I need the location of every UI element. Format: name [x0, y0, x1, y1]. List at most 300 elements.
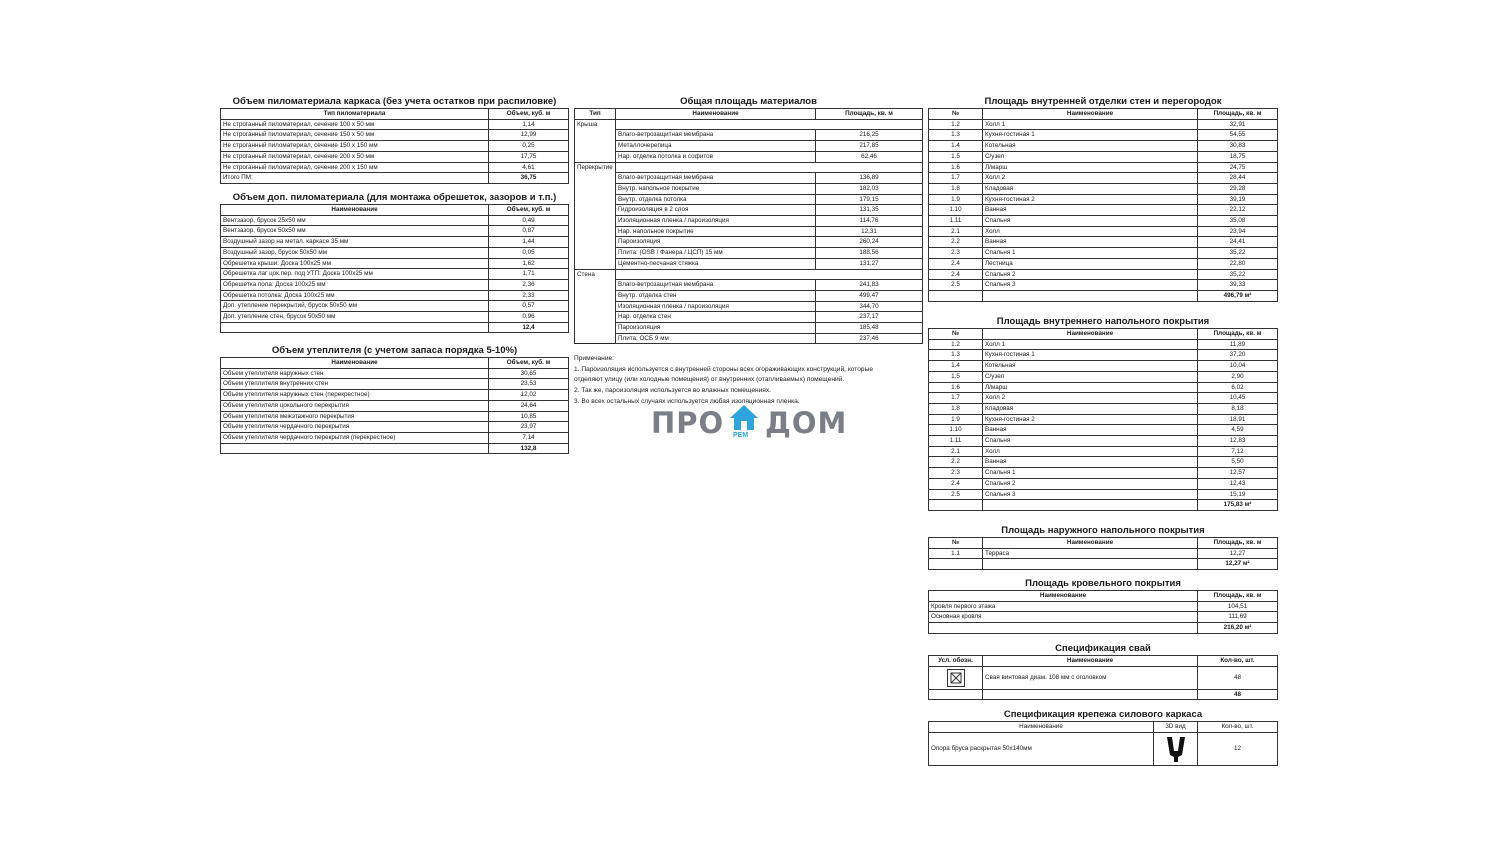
table-row — [929, 478, 1278, 489]
row-name: Л/марш — [983, 162, 1198, 173]
row-value: 0,25 — [489, 141, 569, 152]
row-value: 18,91 — [1198, 414, 1278, 425]
row-value: 8,18 — [1198, 403, 1278, 414]
row-name: Объем утеплителя чердачного перекрытия (перекрестное) — [221, 432, 489, 443]
logo-small-text: РЕМ — [733, 432, 749, 439]
row-value: 23,94 — [1198, 226, 1278, 237]
row-value: 23,97 — [489, 422, 569, 433]
roofing-block — [928, 578, 1278, 634]
table-row — [929, 403, 1278, 414]
row-value: 4,59 — [1198, 425, 1278, 436]
row-name: Холл 1 — [983, 119, 1198, 130]
materials-table — [574, 108, 923, 344]
col-header: Тип пиломатериала — [221, 109, 489, 120]
row-value: 10,04 — [1198, 361, 1278, 372]
empty-cell — [816, 269, 923, 280]
floor-inner-table — [928, 328, 1278, 511]
table-row — [575, 183, 923, 194]
row-name: Итого ПМ: — [221, 173, 489, 184]
row-name: Воздушный зазор, брусок 50х50 мм — [221, 247, 489, 258]
row-number: 2.3 — [929, 468, 983, 479]
row-value: 0,87 — [489, 226, 569, 237]
row-value: 17,75 — [489, 151, 569, 162]
table-row — [929, 237, 1278, 248]
table-row — [929, 414, 1278, 425]
row-name: Обрешетка крыши: Доска 100х25 мм — [221, 258, 489, 269]
table-row — [929, 350, 1278, 361]
row-name: Влаго-ветрозащитная мембрана — [616, 173, 816, 184]
table-row — [929, 666, 1278, 689]
empty-cell — [929, 290, 983, 301]
row-number: 2.4 — [929, 258, 983, 269]
row-name: Холл 2 — [983, 393, 1198, 404]
row-number: 2.3 — [929, 248, 983, 259]
row-name: Воздушный зазор на метал. каркасе 35 мм — [221, 237, 489, 248]
total-row — [929, 290, 1278, 301]
col-header: Площадь, кв. м — [1198, 109, 1278, 120]
row-number: 1.11 — [929, 436, 983, 447]
col-header: Усл. обозн. — [929, 656, 983, 667]
materials-title: Общая площадь материалов — [680, 96, 817, 107]
group-spacer — [575, 248, 616, 259]
group-row — [575, 162, 923, 173]
row-name: Спальня — [983, 216, 1198, 227]
row-name: Обрешетка потолка: Доска 100х25 мм — [221, 290, 489, 301]
table-row — [575, 205, 923, 216]
extra-lumber-block — [220, 192, 569, 333]
row-name: Обрешетка пола: Доска 100х25 мм — [221, 279, 489, 290]
group-spacer — [575, 183, 616, 194]
pile-name: Свая винтовая диам. 108 мм с оголовком — [983, 666, 1198, 689]
table-row — [575, 333, 923, 344]
row-value: 35,22 — [1198, 248, 1278, 259]
col-header: Наименование — [983, 538, 1198, 549]
logo-left-text: ПРО — [651, 406, 725, 440]
table-row — [575, 130, 923, 141]
row-name: Спальня 2 — [983, 478, 1198, 489]
table-row — [575, 216, 923, 227]
row-value: 39,19 — [1198, 194, 1278, 205]
row-name: Спальня 3 — [983, 280, 1198, 291]
row-value: 12,31 — [816, 226, 923, 237]
row-name: Изоляционная пленка / пароизоляция — [616, 216, 816, 227]
row-name: Холл 2 — [983, 173, 1198, 184]
table-row — [929, 732, 1278, 765]
table-row — [929, 425, 1278, 436]
row-number: 2.5 — [929, 280, 983, 291]
empty-cell — [221, 322, 489, 333]
row-value: 12,27 — [1198, 548, 1278, 559]
row-value: 1,14 — [489, 119, 569, 130]
row-name: Влаго-ветрозащитная мембрана — [616, 130, 816, 141]
total-row — [221, 443, 569, 454]
row-value: 4,61 — [489, 162, 569, 173]
row-value: 22,80 — [1198, 258, 1278, 269]
table-row — [929, 141, 1278, 152]
extra-lumber-table — [220, 204, 569, 333]
row-name: Объем утеплителя внутренних стен — [221, 379, 489, 390]
notes-line: 2. Так же, пароизоляция используется во влажных помещениях. — [574, 387, 772, 395]
row-name: Плита: ОСБ 9 мм — [616, 333, 816, 344]
empty-cell — [929, 559, 983, 570]
table-row — [221, 411, 569, 422]
table-row — [929, 151, 1278, 162]
pile-total: 48 — [1198, 689, 1278, 700]
table-row — [221, 290, 569, 301]
row-name: Доп. утепление перекрытий, брусок 50х50 мм — [221, 301, 489, 312]
table-row — [221, 279, 569, 290]
group-type: Стена — [575, 269, 616, 280]
wall-finish-title: Площадь внутренней отделки стен и перегородок — [984, 96, 1222, 107]
row-name: Котельная — [983, 361, 1198, 372]
row-name: Кухня-гостиная 2 — [983, 414, 1198, 425]
pile-qty: 48 — [1198, 666, 1278, 689]
total-row — [929, 500, 1278, 511]
row-name: Кровля первого этажа — [929, 601, 1198, 612]
group-spacer — [575, 280, 616, 291]
table-row — [221, 269, 569, 280]
row-name: Спальня 2 — [983, 269, 1198, 280]
row-name: Доп. утепление стен, брусок 50х50 мм — [221, 312, 489, 323]
row-value: 10,45 — [1198, 393, 1278, 404]
row-number: 2.5 — [929, 489, 983, 500]
row-number: 2.2 — [929, 237, 983, 248]
row-name: Объем утеплителя межэтажного перекрытия — [221, 411, 489, 422]
row-value: 1,44 — [489, 237, 569, 248]
row-name: Кухня-гостиная 1 — [983, 350, 1198, 361]
row-value: 216,25 — [816, 130, 923, 141]
notes-line: отделяют улицу (или холодные помещения) от внутренних (отапливаемых) помещений. — [574, 376, 845, 384]
empty-cell — [616, 162, 816, 173]
pile-symbol-icon — [947, 669, 965, 687]
table-row — [929, 269, 1278, 280]
col-header: Кол-во, шт. — [1198, 722, 1278, 733]
table-row — [929, 226, 1278, 237]
row-value: 2,90 — [1198, 371, 1278, 382]
row-value: 12,43 — [1198, 478, 1278, 489]
row-name: Объем утеплителя наружных стен — [221, 368, 489, 379]
row-number: 1.1 — [929, 548, 983, 559]
col-header: Наименование — [929, 591, 1198, 602]
row-value: 12,99 — [489, 130, 569, 141]
fastener-qty: 12 — [1198, 732, 1278, 765]
row-number: 2.4 — [929, 269, 983, 280]
group-row — [575, 269, 923, 280]
piles-block — [928, 643, 1278, 700]
group-spacer — [575, 226, 616, 237]
row-value: 10,85 — [489, 411, 569, 422]
row-name: Объем утеплителя наружных стен (перекрестное) — [221, 390, 489, 401]
table-row — [575, 226, 923, 237]
row-number: 1.3 — [929, 350, 983, 361]
row-value: 188,56 — [816, 248, 923, 259]
empty-cell — [983, 500, 1198, 511]
table-row — [221, 173, 569, 184]
table-row — [221, 119, 569, 130]
row-number: 1.4 — [929, 361, 983, 372]
row-value: 1,71 — [489, 269, 569, 280]
table-row — [929, 258, 1278, 269]
row-number: 1.6 — [929, 382, 983, 393]
row-value: 24,41 — [1198, 237, 1278, 248]
col-header: Тип — [575, 109, 616, 120]
row-name: Пароизоляция — [616, 237, 816, 248]
row-value: 114,76 — [816, 216, 923, 227]
group-spacer — [575, 237, 616, 248]
row-number: 1.7 — [929, 393, 983, 404]
total-value: 216,20 м² — [1198, 623, 1278, 634]
row-number: 1.4 — [929, 141, 983, 152]
empty-cell — [816, 162, 923, 173]
row-value: 32,91 — [1198, 119, 1278, 130]
row-number: 1.7 — [929, 173, 983, 184]
table-row — [929, 216, 1278, 227]
table-row — [575, 151, 923, 162]
row-name: Основная кровля — [929, 612, 1198, 623]
row-value: 24,64 — [489, 400, 569, 411]
row-value: 7,14 — [489, 432, 569, 443]
table-row — [221, 390, 569, 401]
row-name: Кухня-гостиная 1 — [983, 130, 1198, 141]
row-name: Ванная — [983, 457, 1198, 468]
row-value: 11,89 — [1198, 339, 1278, 350]
group-spacer — [575, 312, 616, 323]
materials-block — [574, 96, 923, 344]
piles-table — [928, 655, 1278, 700]
fastener-name: Опора бруса раскрытая 50х140мм — [929, 732, 1154, 765]
row-name: Внутр. отделка потолка — [616, 194, 816, 205]
row-value: 39,33 — [1198, 280, 1278, 291]
col-header: Наименование — [983, 329, 1198, 340]
table-row — [929, 280, 1278, 291]
table-row — [575, 173, 923, 184]
table-row — [221, 301, 569, 312]
table-row — [221, 432, 569, 443]
col-header: Площадь, кв. м — [816, 109, 923, 120]
table-row — [221, 247, 569, 258]
row-value: 217,85 — [816, 141, 923, 152]
total-row — [929, 559, 1278, 570]
row-value: 29,28 — [1198, 183, 1278, 194]
col-header: № — [929, 538, 983, 549]
row-name: Гидроизоляция в 2 слоя — [616, 205, 816, 216]
row-number: 1.8 — [929, 183, 983, 194]
row-value: 2,33 — [489, 290, 569, 301]
col-header: 3D вид — [1154, 722, 1198, 733]
total-value: 175,83 м² — [1198, 500, 1278, 511]
empty-cell — [929, 623, 1198, 634]
row-number: 1.5 — [929, 151, 983, 162]
row-number: 1.9 — [929, 194, 983, 205]
row-name: Объем утеплителя цокольного перекрытия — [221, 400, 489, 411]
row-value: 37,20 — [1198, 350, 1278, 361]
empty-cell — [221, 443, 489, 454]
col-header: Наименование — [983, 656, 1198, 667]
table-row — [929, 183, 1278, 194]
row-value: 0,96 — [489, 312, 569, 323]
row-value: 237,17 — [816, 312, 923, 323]
row-value: 15,19 — [1198, 489, 1278, 500]
row-value: 499,47 — [816, 290, 923, 301]
row-value: 12,57 — [1198, 468, 1278, 479]
col-header: Наименование — [616, 109, 816, 120]
roofing-table — [928, 590, 1278, 634]
row-name: Спальня — [983, 436, 1198, 447]
row-value: 260,24 — [816, 237, 923, 248]
row-value: 35,08 — [1198, 216, 1278, 227]
fasteners-title: Спецификация крепежа силового каркаса — [1003, 709, 1203, 720]
extra-lumber-title: Объем доп. пиломатериала (для монтажа обрешеток, зазоров и т.п.) — [232, 192, 557, 203]
row-value: 62,46 — [816, 151, 923, 162]
col-header: Наименование — [983, 109, 1198, 120]
group-spacer — [575, 130, 616, 141]
lumber-title: Объем пиломатериала каркаса (без учета остатков при распиловке) — [232, 96, 557, 107]
table-row — [221, 368, 569, 379]
row-name: Объем утеплителя чердачного перекрытия — [221, 422, 489, 433]
empty-cell — [816, 119, 923, 130]
table-row — [929, 601, 1278, 612]
row-number: 1.10 — [929, 205, 983, 216]
table-row — [575, 290, 923, 301]
row-name: Кладовая — [983, 183, 1198, 194]
col-header: № — [929, 329, 983, 340]
insulation-table — [220, 357, 569, 454]
fastener-3d-cell — [1154, 732, 1198, 765]
table-row — [221, 141, 569, 152]
row-number: 1.2 — [929, 339, 983, 350]
group-type: Крыша — [575, 119, 616, 130]
total-value: 12,27 м² — [1198, 559, 1278, 570]
group-type: Перекрытие — [575, 162, 616, 173]
col-header: № — [929, 109, 983, 120]
total-row — [221, 322, 569, 333]
row-name: Лестница — [983, 258, 1198, 269]
row-name: Изоляционная пленка / пароизоляция — [616, 301, 816, 312]
empty-cell — [616, 119, 816, 130]
table-row — [929, 446, 1278, 457]
col-header: Наименование — [929, 722, 1154, 733]
row-name: Ванная — [983, 237, 1198, 248]
row-name: Вентзазор, брусок 25х50 мм — [221, 215, 489, 226]
row-number: 1.9 — [929, 414, 983, 425]
row-value: 30,83 — [1198, 141, 1278, 152]
row-number: 1.11 — [929, 216, 983, 227]
table-row — [929, 339, 1278, 350]
table-row — [575, 280, 923, 291]
row-name: Холл — [983, 446, 1198, 457]
row-value: 179,15 — [816, 194, 923, 205]
row-value: 104,51 — [1198, 601, 1278, 612]
table-row — [575, 258, 923, 269]
row-value: 344,70 — [816, 301, 923, 312]
row-value: 131,27 — [816, 258, 923, 269]
table-row — [221, 226, 569, 237]
empty-cell — [616, 269, 816, 280]
row-name: Нар. отделка стен — [616, 312, 816, 323]
notes — [574, 354, 924, 408]
empty-cell — [983, 559, 1198, 570]
row-value: 24,75 — [1198, 162, 1278, 173]
table-row — [221, 379, 569, 390]
table-row — [575, 312, 923, 323]
table-row — [929, 194, 1278, 205]
table-row — [929, 173, 1278, 184]
row-name: Не строганный пиломатериал, сечение 150 х 150 мм — [221, 141, 489, 152]
row-name: Не строганный пиломатериал, сечение 200 х 50 мм — [221, 151, 489, 162]
row-value: 7,12 — [1198, 446, 1278, 457]
table-row — [221, 151, 569, 162]
table-row — [575, 237, 923, 248]
row-value: 30,65 — [489, 368, 569, 379]
floor-inner-title: Площадь внутреннего напольного покрытия — [996, 316, 1210, 327]
table-row — [929, 612, 1278, 623]
row-value: 36,75 — [489, 173, 569, 184]
pile-symbol-cell — [929, 666, 983, 689]
table-row — [929, 436, 1278, 447]
group-spacer — [575, 205, 616, 216]
row-value: 241,83 — [816, 280, 923, 291]
row-name: Холл — [983, 226, 1198, 237]
row-value: 0,49 — [489, 215, 569, 226]
total-row — [929, 689, 1278, 700]
col-header: Объем, куб. м — [489, 109, 569, 120]
table-row — [929, 371, 1278, 382]
row-name: Не строганный пиломатериал, сечение 150 х 50 мм — [221, 130, 489, 141]
floor-inner-block — [928, 316, 1278, 511]
insulation-block — [220, 345, 569, 454]
col-header: Площадь, кв. м — [1198, 329, 1278, 340]
group-spacer — [575, 151, 616, 162]
row-name: Л/марш — [983, 382, 1198, 393]
row-name: Котельная — [983, 141, 1198, 152]
row-name: Ванная — [983, 205, 1198, 216]
col-header: Площадь, кв. м — [1198, 591, 1278, 602]
col-header: Площадь, кв. м — [1198, 538, 1278, 549]
wall-finish-table — [928, 108, 1278, 302]
row-value: 2,36 — [489, 279, 569, 290]
col-header: Наименование — [221, 205, 489, 216]
row-value: 111,69 — [1198, 612, 1278, 623]
row-value: 35,22 — [1198, 269, 1278, 280]
table-row — [575, 323, 923, 334]
total-value: 12,4 — [489, 322, 569, 333]
table-row — [221, 422, 569, 433]
house-icon — [729, 403, 759, 433]
table-row — [929, 468, 1278, 479]
row-value: 23,53 — [489, 379, 569, 390]
table-row — [929, 205, 1278, 216]
row-name: Внутр. напольное покрытие — [616, 183, 816, 194]
table-row — [929, 382, 1278, 393]
row-number: 2.4 — [929, 478, 983, 489]
row-name: Спальня 1 — [983, 468, 1198, 479]
company-logo — [651, 403, 851, 443]
row-number: 1.6 — [929, 162, 983, 173]
table-row — [929, 119, 1278, 130]
table-row — [221, 130, 569, 141]
table-row — [575, 141, 923, 152]
table-row — [929, 393, 1278, 404]
group-spacer — [575, 333, 616, 344]
table-row — [221, 215, 569, 226]
row-number: 2.2 — [929, 457, 983, 468]
row-number: 1.2 — [929, 119, 983, 130]
row-number: 1.5 — [929, 371, 983, 382]
table-row — [575, 301, 923, 312]
table-row — [929, 548, 1278, 559]
col-header: Объем, куб. м — [489, 205, 569, 216]
row-name: Влаго-ветрозащитная мембрана — [616, 280, 816, 291]
